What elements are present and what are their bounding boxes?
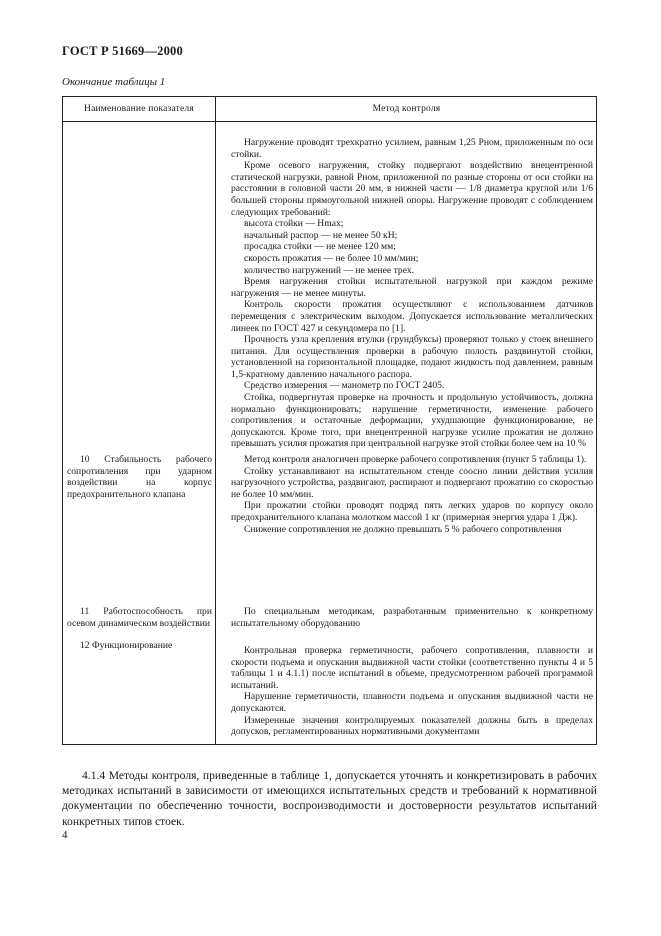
method-list-item: скорость прожатия — не более 10 мм/мин;: [244, 252, 419, 264]
method-group-12: [231, 645, 593, 738]
method-paragraph: Нарушение герметичности, плавности подъема и опускания выдвижной части не допускаются.: [231, 691, 593, 714]
method-list-item: начальный распор — не менее 50 кН;: [244, 229, 398, 241]
indicator-item-10: 10 Стабильность рабочего сопротивления при ударном воздействии на корпус предохранительного клапана: [67, 454, 212, 500]
method-paragraph: Кроме осевого нагружения, стойку подвергают воздействию внецентренной статической нагрузки, равной Pном, приложенной по разные стороны от оси стойки на расстоянии в головной части 20 мм, в нижней части — 1/8 диаметра круглой или 1/6 большей стороны прямоугольной нижней опоры. Нагружение проводят с соблюдением следующих требований:: [231, 160, 593, 218]
method-paragraph: Время нагружения стойки испытательной нагрузкой при каждом режиме нагружения — не менее минуты.: [231, 276, 593, 299]
method-list-item: количество нагружений — не менее трех.: [244, 264, 415, 276]
table-header-row: [63, 97, 596, 122]
column-header-indicator: Наименование показателя: [84, 104, 194, 114]
method-paragraph: Контроль скорости прожатия осуществляют с использованием датчиков перемещения с электрическим выходом. Допускается использование металлических линеек по ГОСТ 427 и секундомера по [1].: [231, 299, 593, 334]
column-header-method: Метод контроля: [372, 104, 441, 114]
method-paragraph: Стойка, подвергнутая проверке на прочность и продольную устойчивость, должна нормально функционировать; нарушение герметичности, изменение рабочего сопротивления и остаточные деформации, ухудшающие функционирование, не допускаются. Кроме того, при внецентренной нагрузке усилие прожатия не должно превышать усилия прожатия при центральной нагрузке этой стойки более чем на 10 %: [231, 392, 593, 450]
method-group-11: [231, 606, 593, 629]
method-list-item: просадка стойки — не менее 120 мм;: [244, 241, 396, 253]
method-paragraph: По специальным методикам, разработанным применительно к конкретному испытательному оборудованию: [231, 606, 593, 629]
column-divider: [215, 97, 216, 744]
method-paragraph: Контрольная проверка герметичности, рабочего сопротивления, плавности и скорости подъема и опускания выдвижной части стойки (соответственно пункты 4 и 5 таблицы 1 и 4.1.1) после испытаний в объеме, предусмотренном рабочей программой испытаний.: [231, 645, 593, 691]
method-paragraph: При прожатии стойки проводят подряд пять легких ударов по корпусу около предохранительного клапана молотком массой 1 кг (примерная энергия удара 1 Дж).: [231, 500, 593, 523]
method-list-item: высота стойки — Hmax;: [244, 218, 344, 230]
footer-paragraph: 4.1.4 Методы контроля, приведенные в таблице 1, допускается уточнять и конкретизировать в рабочих методиках испытаний в зависимости от имеющихся испытательных средств и требований к нормативной документации по обеспечению точности, воспроизводимости и достоверности результатов испытаний конкретных типов стоек.: [62, 769, 597, 828]
method-group-10: [231, 454, 593, 535]
indicator-item-11: 11 Работоспособность при осевом динамическом воздействии: [67, 606, 212, 629]
method-paragraph: Прочность узла крепления втулки (грундбуксы) проверяют только у стоек внешнего питания. Для осуществления проверки в рабочую полость раздвинутой стойки, установленной на горизонтальной площадке, подают жидкость под давлением, равным 1,5-кратному давлению начального распора.: [231, 334, 593, 380]
document-header: ГОСТ Р 51669—2000: [62, 44, 183, 58]
method-paragraph: Снижение сопротивления не должно превышать 5 % рабочего сопротивления: [244, 523, 562, 535]
indicator-item-12: 12 Функционирование: [80, 640, 173, 651]
method-group-1: [231, 137, 593, 450]
method-paragraph: Стойку устанавливают на испытательном стенде соосно линии действия усилия нагрузочного устройства, раздвигают, распирают и подвергают прожатию со скоростью не более 10 мм/мин.: [231, 465, 593, 500]
page-number: 4: [62, 829, 68, 841]
method-paragraph: Измеренные значения контролируемых показателей должны быть в пределах допусков, регламентированных нормативными документами: [231, 714, 593, 738]
method-paragraph: Нагружение проводят трехкратно усилием, равным 1,25 Pном, приложенным по оси стойки.: [231, 137, 593, 160]
table-caption: Окончание таблицы 1: [62, 76, 166, 88]
method-paragraph: Метод контроля аналогичен проверке рабочего сопротивления (пункт 5 таблицы 1).: [244, 454, 587, 465]
method-paragraph: Средство измерения — манометр по ГОСТ 2405.: [244, 380, 445, 392]
methods-table: [62, 96, 597, 745]
